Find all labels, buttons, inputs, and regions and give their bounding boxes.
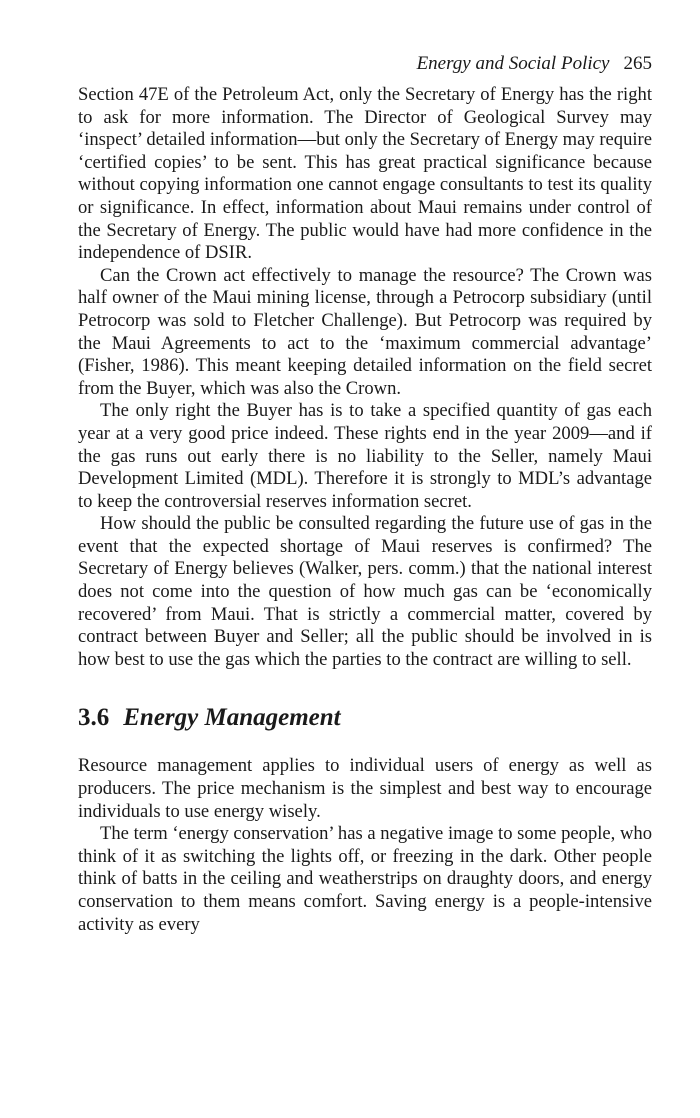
- body-text: [78, 84, 652, 936]
- paragraph: Resource management applies to individual users of energy as well as producers. The price mechanism is the simplest and best way to encourage individuals to use energy wisely.: [78, 755, 652, 822]
- paragraph: Can the Crown act effectively to manage the resource? The Crown was half owner of the Maui mining license, through a Petrocorp subsidiary (until Petrocorp was sold to Fletcher Challenge). But Petrocorp was required by the Maui Agreements to act to the ‘maximum commercial advantage’ (Fisher, 1986). This meant keeping detailed information on the field secret from the Buyer, which was also the Crown.: [78, 264, 652, 399]
- book-page: [78, 52, 652, 936]
- running-head: [78, 52, 652, 76]
- page-number: 265: [623, 53, 652, 74]
- running-head-title: Energy and Social Policy: [416, 53, 610, 74]
- section-title: Energy Management: [123, 704, 341, 732]
- section-number: 3.6: [78, 704, 110, 732]
- paragraph: Section 47E of the Petroleum Act, only the Secretary of Energy has the right to ask for more information. The Director of Geological Survey may ‘inspect’ detailed information—but only the Secretary of Energy may require ‘certified copies’ to be sent. This has great practical significance because without copying information one cannot engage consultants to test its quality or significance. In effect, information about Maui remains under control of the Secretary of Energy. The public would have had more confidence in the independence of DSIR.: [78, 84, 652, 264]
- paragraph: The only right the Buyer has is to take a specified quantity of gas each year at a very good price indeed. These rights end in the year 2009—and if the gas runs out early there is no liability to the Seller, namely Maui Development Limited (MDL). Therefore it is strongly to MDL’s advantage to keep the controversial reserves information secret.: [78, 400, 652, 512]
- section-heading: [78, 703, 652, 733]
- paragraph: How should the public be consulted regarding the future use of gas in the event that the expected shortage of Maui reserves is confirmed? The Secretary of Energy believes (Walker, pers. comm.) that the national interest does not come into the question of how much gas can be ‘economically recovered’ from Maui. That is strictly a commercial matter, covered by contract between Buyer and Seller; all the public should be involved in is how best to use the gas which the parties to the contract are willing to sell.: [78, 513, 652, 670]
- paragraph: The term ‘energy conservation’ has a negative image to some people, who think of it as switching the lights off, or freezing in the dark. Other people think of batts in the ceiling and weatherstrips on draughty doors, and energy conservation to them means comfort. Saving energy is a people-intensive activity as every: [78, 823, 652, 935]
